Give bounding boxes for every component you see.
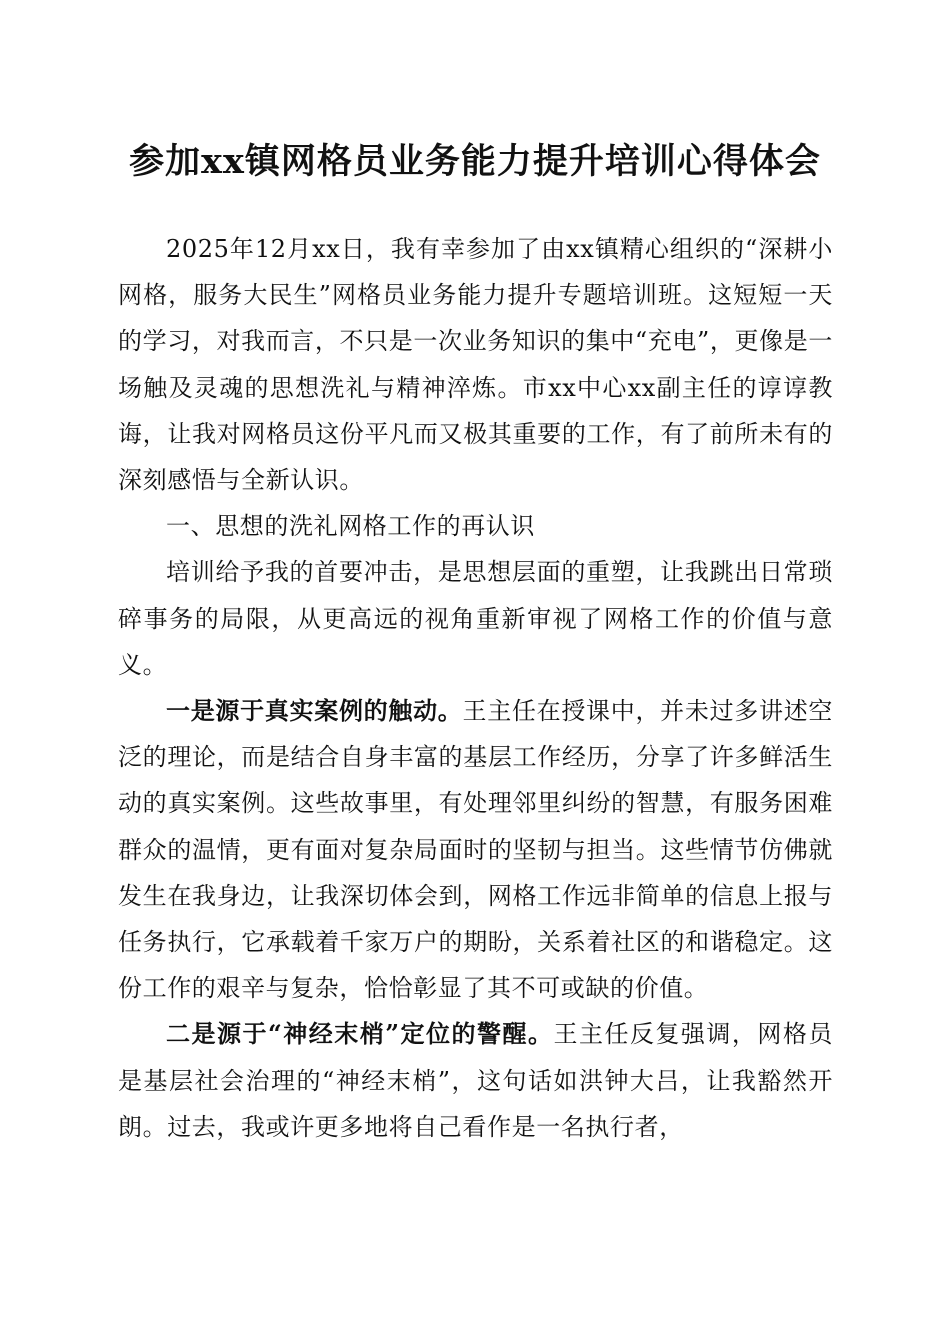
section-heading-1: 一、思想的洗礼网格工作的再认识 (166, 512, 535, 541)
intro-paragraph: 2025年12月xx日，我有幸参加了由xx镇精心组织的“深耕小网格，服务大民生”网格员业务能力提升专题培训班。这短短一天的学习，对我而言，不只是一次业务知识的集中“充电”，更像是一场触及灵魂的思想洗礼与精神淬炼。市xx中心xx副主任的谆谆教诲，让我对网格员这份平凡而又极其重要的工作，有了前所未有的深刻感悟与全新认识。 (118, 235, 833, 495)
point-2-lead: 二是源于“神经末梢”定位的警醒。 (166, 1019, 554, 1049)
document-title: 参加xx镇网格员业务能力提升培训心得体会 (129, 141, 821, 182)
section-1-point-2-paragraph (118, 1011, 833, 1150)
document-body (118, 226, 833, 1150)
section-1-point-1-paragraph (118, 688, 833, 1011)
point-1-text: 王主任在授课中，并未过多讲述空泛的理论，而是结合自身丰富的基层工作经历，分享了许多鲜活生动的真实案例。这些故事里，有处理邻里纠纷的智慧，有服务困难群众的温情，更有面对复杂局面时的坚韧与担当。这些情节仿佛就发生在我身边，让我深切体会到，网格工作远非简单的信息上报与任务执行，它承载着千家万户的期盼，关系着社区的和谐稳定。这份工作的艰辛与复杂，恰恰彰显了其不可或缺的价值。 (118, 697, 834, 1003)
point-2-text: 王主任反复强调，网格员是基层社会治理的“神经末梢”，这句话如洪钟大吕，让我豁然开朗。过去，我或许更多地将自己看作是一名执行者， (118, 1020, 833, 1141)
point-1-lead: 一是源于真实案例的触动。 (166, 696, 463, 726)
section-1-intro-paragraph: 培训给予我的首要冲击，是思想层面的重塑，让我跳出日常琐碎事务的局限，从更高远的视角重新审视了网格工作的价值与意义。 (118, 558, 833, 679)
